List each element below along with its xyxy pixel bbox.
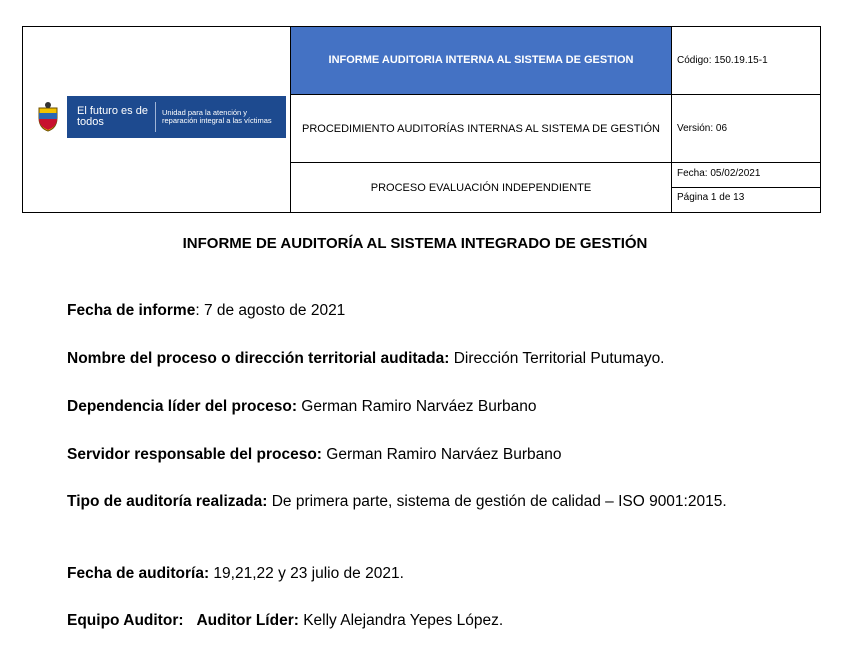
logo-cell [23, 27, 291, 213]
document-code: Código: 150.19.15-1 [672, 27, 821, 95]
field-sublabel: Auditor Líder: [196, 612, 299, 629]
logo-unit-name: Unidad para la atención y reparación integral a las víctimas [162, 108, 272, 125]
page-title: INFORME DE AUDITORÍA AL SISTEMA INTEGRADO DE GESTIÓN [182, 235, 648, 252]
document-date: Fecha: 05/02/2021 [677, 168, 761, 180]
field-value: De primera parte, sistema de gestión de calidad – ISO 9001:2015. [267, 493, 727, 510]
field-label: Dependencia líder del proceso: [67, 398, 297, 415]
field-responsible [67, 444, 764, 466]
document-header-table [22, 26, 821, 213]
field-value: German Ramiro Narváez Burbano [321, 446, 562, 463]
field-value: 19,21,22 y 23 julio de 2021. [209, 565, 404, 582]
field-label: Tipo de auditoría realizada: [67, 493, 268, 510]
field-process-name [67, 348, 764, 370]
field-value: : 7 de agosto de 2021 [195, 302, 346, 319]
document-version: Versión: 06 [672, 94, 821, 163]
field-report-date [67, 300, 764, 322]
date-page-cell [672, 163, 821, 213]
field-label: Nombre del proceso o dirección territorial auditada: [67, 350, 450, 367]
field-label: Equipo Auditor: [67, 612, 184, 629]
procedure-name: PROCEDIMIENTO AUDITORÍAS INTERNAS AL SISTEMA DE GESTIÓN [291, 94, 672, 163]
report-type-title: INFORME AUDITORIA INTERNA AL SISTEMA DE GESTION [291, 27, 672, 95]
field-label: Fecha de informe [67, 302, 196, 319]
field-label: Servidor responsable del proceso: [67, 446, 322, 463]
field-value: Dirección Territorial Putumayo. [449, 350, 665, 367]
page-number: Página 1 de 13 [672, 187, 820, 211]
field-audit-date [67, 563, 764, 585]
logo-divider [155, 102, 156, 132]
coat-of-arms-icon [29, 96, 67, 138]
field-value: Kelly Alejandra Yepes López. [298, 612, 504, 629]
field-label: Fecha de auditoría: [67, 565, 210, 582]
field-value: German Ramiro Narváez Burbano [296, 398, 537, 415]
government-logo [29, 96, 286, 138]
logo-slogan: El futuro es de todos [77, 105, 148, 128]
field-audit-team [67, 610, 764, 632]
field-lead-unit [67, 396, 764, 418]
field-audit-type [67, 491, 764, 513]
process-name: PROCESO EVALUACIÓN INDEPENDIENTE [291, 163, 672, 213]
